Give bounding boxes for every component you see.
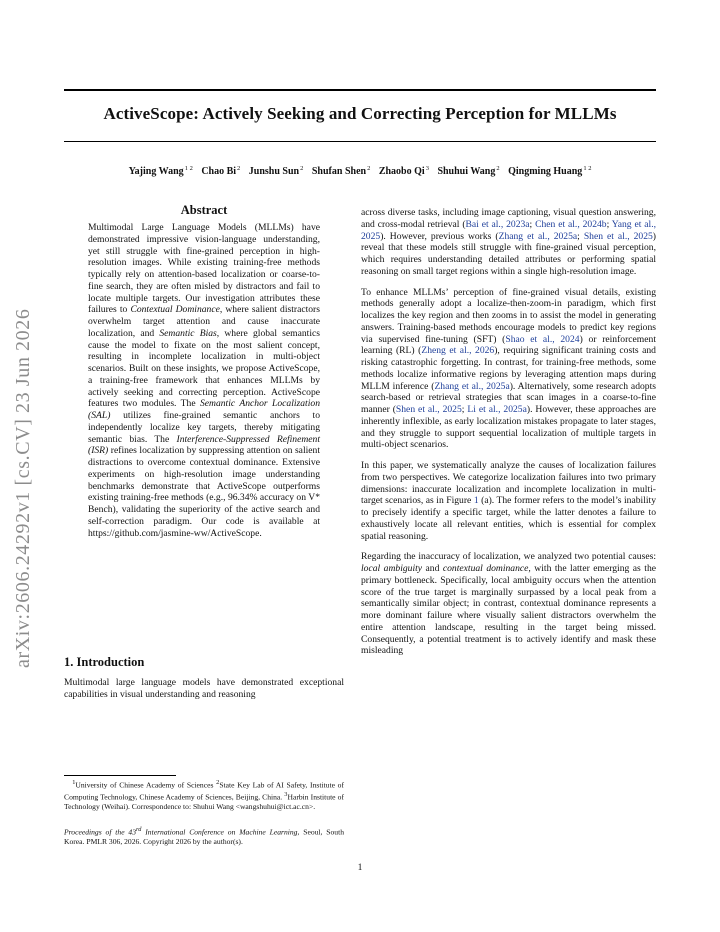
citation-link[interactable]: Shen et al., 2025 xyxy=(395,404,462,415)
citation-link[interactable]: Zheng et al., 2026 xyxy=(421,345,495,357)
citation-link[interactable]: Yang et al., 2025 xyxy=(361,218,656,242)
abstract-text: Multimodal Large Language Models (MLLMs) have demonstrated impressive vision-language understanding, yet still struggle with fine-grained perception in high-resolution images. While existing training-free methods typically rely on attention-based localization or coarse-to-fine search, they are often misled by distractors and fail to locate multiple targets. Our investigation attributes these failures to Contextual Dominance, where salient distractors overwhelm target attention and cause inaccurate localization, and Semantic Bias, where global semantics cause the model to fixate on the most salient concept, resulting in incomplete localization in multi-object scenarios. Built on these insights, we propose ActiveScope, a training-free framework that enhances MLLMs by actively seeking and correcting perception. ActiveScope features two modules. The Semantic Anchor Localization (SAL) utilizes fine-grained semantic anchors to independently localize key targets, thereby mitigating semantic bias. The Interference-Suppressed Refinement (ISR) refines localization by suppressing attention on salient distractions to overcome contextual dominance. Extensive experiments on high-resolution image understanding benchmarks demonstrate that ActiveScope outperforms existing training-free methods (e.g., 96.34% accuracy on V* Bench), validating the superiority of the active search and self-correction paradigm. Our code is available at https://github.com/jasmine-ww/ActiveScope. xyxy=(88,222,320,539)
author: Junshu Sun$^2$ xyxy=(248,165,304,177)
intro-paragraph: Multimodal large language models have demonstrated exceptional capabilities in visual understanding and reasoning xyxy=(64,677,344,700)
author: Qingming Huang$^{1 2}$ xyxy=(508,165,592,177)
paper-title: ActiveScope: Actively Seeking and Correcting Perception for MLLMs xyxy=(103,104,617,123)
author-list xyxy=(64,165,656,177)
citation-link[interactable]: Zhang et al., 2025a xyxy=(434,380,510,392)
intro-paragraph: Regarding the inaccuracy of localization, we analyzed two potential causes: local ambiguity and contextual dominance, with the latter emerging as the primary bottleneck. Specifically, local ambiguity occurs when the attention score of the true target is marginally surpassed by a local peak from a semantically similar object; in contrast, contextual dominance represents a more dominant failure where visually salient distractors overwhelm the entire attention landscape, resulting in the target being missed. Consequently, a potential treatment is to actively identify and mask these misleading xyxy=(361,551,656,657)
title-top-rule xyxy=(64,89,656,91)
citation-link[interactable]: Shen et al., 2025 xyxy=(583,230,653,242)
author: Zhaobo Qi$^3$ xyxy=(378,165,429,177)
title-bottom-rule xyxy=(64,141,656,142)
intro-paragraph: To enhance MLLMs’ perception of fine-grained visual details, existing methods generally adopt a localize-then-zoom-in paradigm, which first localizes the key region and then zooms in to assist the model in generating answers. Training-based methods encourage models to predict key regions via supervised fine-tuning (SFT) (Shao et al., 2024) or reinforcement learning (RL) (Zheng et al., 2026), requiring significant training costs and risking catastrophic forgetting. In contrast, for training-free methods, some methods localize informative regions by leveraging attention maps during MLLM inference (Zhang et al., 2025a). Alternatively, some research adopts search-based or retrieval strategies that scan images in a coarse-to-fine manner (Shen et al., 2025; Li et al., 2025a). However, these approaches are inherently inflexible, as early localization mistakes propagate to later stages, and they struggle to support sequential localization of multiple targets in multi-object scenarios. xyxy=(361,286,657,451)
intro-paragraph: across diverse tasks, including image captioning, visual question answering, and cross-modal retrieval (Bai et al., 2023a; Chen et al., 2024b; Yang et al., 2025). However, previous works (Zhang et al., 2025a; Shen et al., 2025) reveal that these models still struggle with fine-grained visual perception, which requires understanding detailed attributes or performing spatial reasoning on small target regions within a single high-resolution image. xyxy=(361,207,656,277)
citation-link[interactable]: Zhang et al., 2025a xyxy=(498,230,578,242)
proceedings-note: Proceedings of the 43rd International Conference on Machine Learning, Seoul, South Korea. PMLR 306, 2026. Copyright 2026 by the author(s). xyxy=(64,826,345,847)
figure-link[interactable]: 1 xyxy=(473,495,479,507)
citation-link[interactable]: Chen et al., 2024b xyxy=(535,218,607,230)
right-column xyxy=(361,207,656,657)
affiliations-footnote: $^1$University of Chinese Academy of Sciences $^2$State Key Lab of AI Safety, Institute of Computing Technology, Chinese Academy of Sciences, Beijing, China. $^3$Harbin Institute of Technology (Weihai). Correspondence to: Shuhui Wang <wangshuhui@ict.ac.cn>. xyxy=(64,779,344,812)
footnote-rule xyxy=(64,775,176,776)
introduction-heading: 1. Introduction xyxy=(64,655,145,669)
arxiv-stamp: arXiv:2606.24292v1 [cs.CV] 23 Jun 2026 xyxy=(12,308,34,668)
intro-paragraph: In this paper, we systematically analyze the causes of localization failures from two perspectives. We categorize localization failures into two primary dimensions: inaccurate localization and incomplete localization in multi-target scenarios, as in Figure 1 (a). The former refers to the model’s inability to precisely identify a specific target, while the latter denotes a failure to exhaustively locate all relevant entities, which is essential for complex spatial reasoning. xyxy=(361,460,656,542)
left-column xyxy=(64,203,345,847)
citation-link[interactable]: Bai et al., 2023a xyxy=(465,218,530,230)
author: Shufan Shen$^2$ xyxy=(311,165,371,177)
author: Chao Bi$^2$ xyxy=(201,165,241,177)
author: Yajing Wang$^{1 2}$ xyxy=(128,165,193,177)
abstract-heading: Abstract xyxy=(180,203,228,217)
author: Shuhui Wang$^2$ xyxy=(437,165,500,177)
citation-link[interactable]: Li et al., 2025a xyxy=(467,404,527,415)
page-number: 1 xyxy=(357,862,363,873)
citation-link[interactable]: Shao et al., 2024 xyxy=(505,333,580,345)
